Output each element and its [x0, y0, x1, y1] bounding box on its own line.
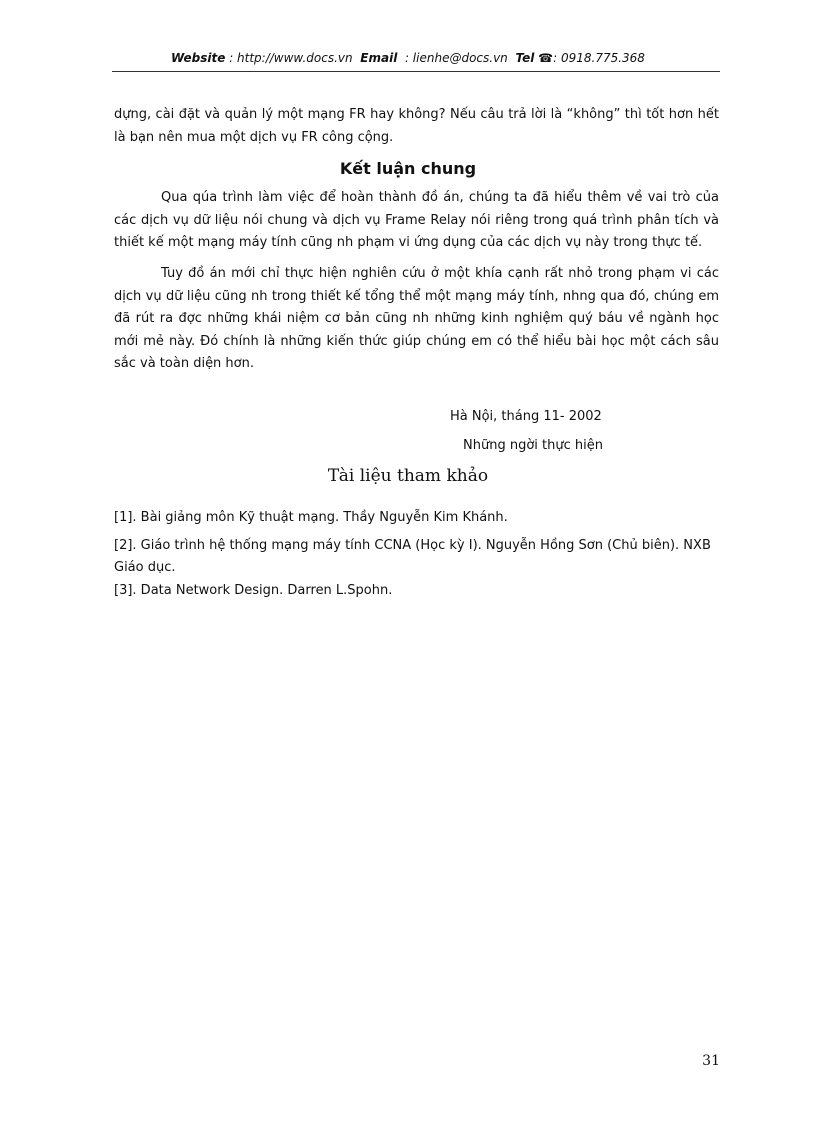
signature-authors: Những ngời thực hiện — [463, 438, 603, 453]
email-label: Email — [360, 51, 398, 65]
header-divider — [112, 71, 720, 72]
website-label: Website — [171, 51, 226, 65]
email-value: : lienhe@docs.vn — [404, 51, 508, 65]
conclusion-paragraph-1: Qua qúa trình làm việc để hoàn thành đồ án, chúng ta đã hiểu thêm về vai trò của các dịch vụ dữ liệu nói chung và dịch vụ Frame Relay nói riêng trong quá trình phân tích và thiết kế một mạng máy tính cũng nh phạm vi ứng dụng của các dịch vụ này trong thực tế. — [114, 190, 719, 250]
reference-item-2: [2]. Giáo trình hệ thống mạng máy tính CCNA (Học kỳ I). Nguyễn Hồng Sơn (Chủ biên). NXB Giáo dục. — [114, 538, 711, 575]
website-value: : http://www.docs.vn — [229, 51, 353, 65]
intro-paragraph: dựng, cài đặt và quản lý một mạng FR hay không? Nếu câu trả lời là “không” thì tốt hơn hết là bạn nên mua một dịch vụ FR công cộng. — [114, 107, 719, 145]
tel-value: : 0918.775.368 — [553, 51, 645, 65]
references-heading: Tài liệu tham khảo — [327, 466, 489, 486]
reference-item-1: [1]. Bài giảng môn Kỹ thuật mạng. Thầy Nguyễn Kim Khánh. — [114, 510, 508, 525]
tel-label: Tel — [515, 51, 535, 65]
signature-place-date: Hà Nội, tháng 11- 2002 — [450, 409, 602, 424]
conclusion-paragraph-2: Tuy đồ án mới chỉ thực hiện nghiên cứu ở một khía cạnh rất nhỏ trong phạm vi các dịch vụ dữ liệu cũng nh trong thiết kế tổng thể một mạng máy tính, nhng qua đó, chúng em đã rút ra đợc những khái niệm cơ bản cũng nh những kinh nghiệm quý báu về ngành học mới mẻ này. Đó chính là những kiến thức giúp chúng em có thể hiểu bài học một cách sâu sắc và toàn diện hơn. — [114, 266, 719, 371]
reference-item-3: [3]. Data Network Design. Darren L.Spohn. — [114, 583, 393, 598]
conclusion-heading: Kết luận chung — [339, 159, 477, 178]
page-header — [0, 50, 816, 66]
phone-icon: ☎ — [538, 51, 554, 65]
page-number: 31 — [702, 1053, 720, 1069]
